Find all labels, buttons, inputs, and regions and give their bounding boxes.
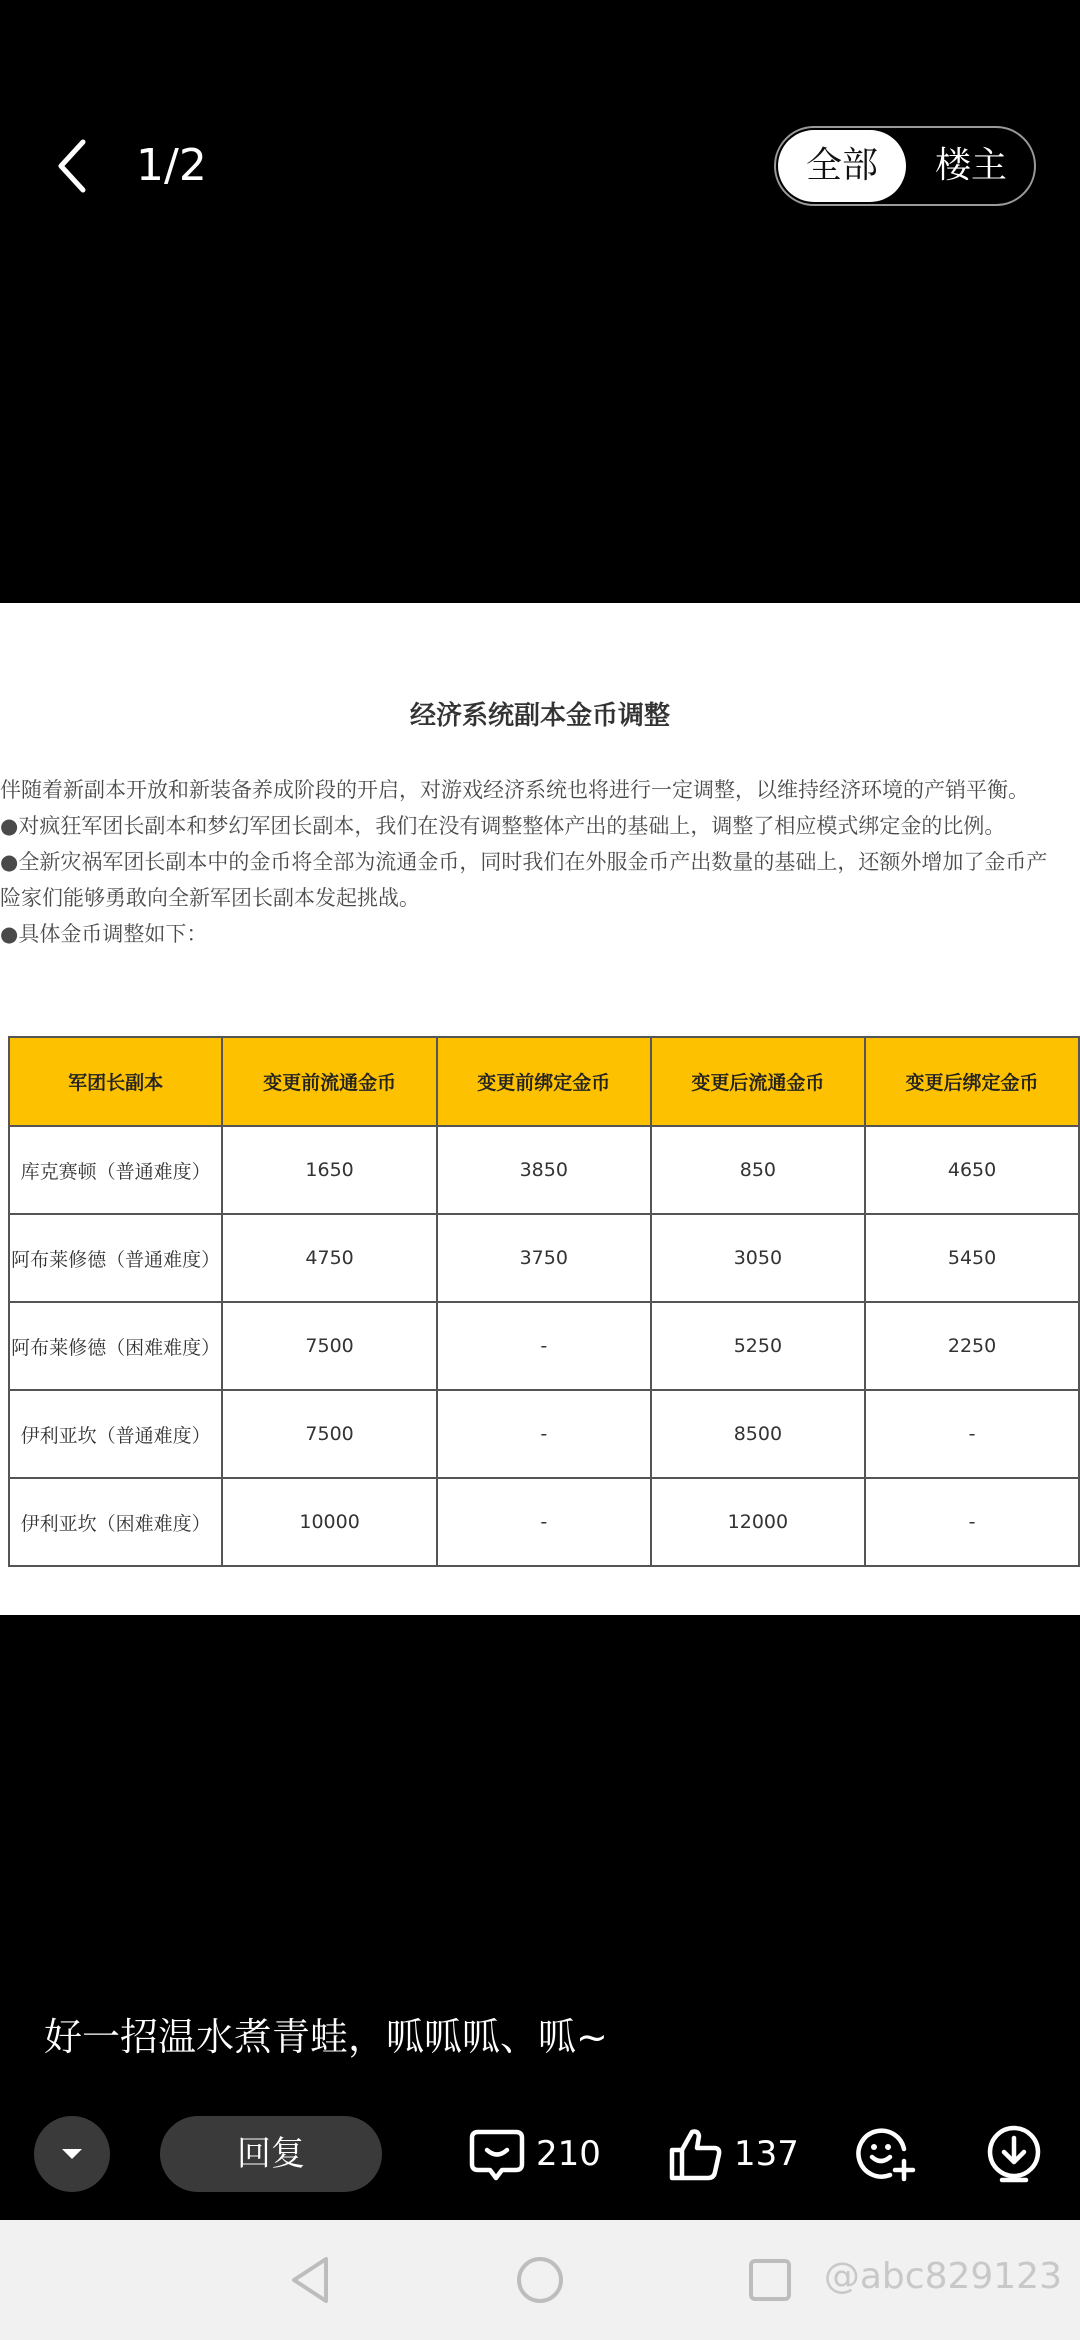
table-cell: 7500 [222, 1302, 436, 1390]
top-bar [0, 120, 1080, 210]
column-header: 变更后绑定金币 [865, 1037, 1079, 1126]
bottom-toolbar [0, 2114, 1080, 2194]
column-header: 变更前绑定金币 [437, 1037, 651, 1126]
table-cell: 8500 [651, 1390, 865, 1478]
column-header: 变更后流通金币 [651, 1037, 865, 1126]
filter-toggle [774, 126, 1036, 206]
caret-down-icon [59, 2146, 85, 2162]
back-button[interactable] [44, 138, 100, 194]
column-header: 军团长副本 [9, 1037, 222, 1126]
square-recents-icon [746, 2256, 794, 2304]
table-cell: - [865, 1390, 1079, 1478]
comment-icon [468, 2126, 526, 2182]
system-navigation-bar [0, 2220, 1080, 2340]
post-image[interactable] [0, 603, 1080, 1615]
download-button[interactable] [984, 2124, 1054, 2184]
table-cell: - [437, 1478, 651, 1566]
table-cell: 1650 [222, 1126, 436, 1214]
table-cell: - [437, 1302, 651, 1390]
gold-adjustment-table [8, 1036, 1080, 1567]
page-counter: 1/2 [136, 140, 207, 191]
table-row [9, 1390, 1079, 1478]
table-row [9, 1478, 1079, 1566]
table-row [9, 1302, 1079, 1390]
table-cell: - [437, 1390, 651, 1478]
nav-home-button[interactable] [512, 2252, 568, 2308]
table-cell: 12000 [651, 1478, 865, 1566]
comment-button[interactable] [468, 2124, 601, 2184]
image-paragraph: 伴随着新副本开放和新装备养成阶段的开启，对游戏经济系统也将进行一定调整，以维持经济环境的产销平衡。 [0, 778, 1029, 802]
table-cell: 850 [651, 1126, 865, 1214]
table-cell: 10000 [222, 1478, 436, 1566]
table-row [9, 1214, 1079, 1302]
image-paragraph: ●对疯狂军团长副本和梦幻军团长副本，我们在没有调整整体产出的基础上，调整了相应模式绑定金的比例。 [0, 814, 1006, 838]
table-cell: 阿布莱修德（普通难度） [9, 1214, 222, 1302]
table-cell: 4650 [865, 1126, 1079, 1214]
chevron-left-icon [55, 138, 89, 194]
nav-back-button[interactable] [282, 2252, 338, 2308]
comment-count: 210 [536, 2134, 601, 2174]
table-cell: 7500 [222, 1390, 436, 1478]
table-cell: 4750 [222, 1214, 436, 1302]
column-header: 变更前流通金币 [222, 1037, 436, 1126]
table-cell: 2250 [865, 1302, 1079, 1390]
table-cell: 3850 [437, 1126, 651, 1214]
circle-home-icon [514, 2254, 566, 2306]
image-title: 经济系统副本金币调整 [409, 701, 670, 731]
image-paragraph: 险家们能够勇敢向全新军团长副本发起挑战。 [0, 886, 420, 910]
table-cell: 5250 [651, 1302, 865, 1390]
table-cell: 伊利亚坎（普通难度） [9, 1390, 222, 1478]
thumbs-up-icon [668, 2126, 724, 2182]
filter-all-button[interactable]: 全部 [778, 130, 906, 202]
table-header-row [9, 1037, 1079, 1126]
table-cell: 5450 [865, 1214, 1079, 1302]
reply-button[interactable]: 回复 [160, 2116, 382, 2192]
table-cell: 阿布莱修德（困难难度） [9, 1302, 222, 1390]
table-cell: 库克赛顿（普通难度） [9, 1126, 222, 1214]
like-button[interactable] [668, 2124, 799, 2184]
expand-button[interactable] [34, 2116, 110, 2192]
nav-recents-button[interactable] [742, 2252, 798, 2308]
image-paragraph: ●全新灾祸军团长副本中的金币将全部为流通金币，同时我们在外服金币产出数量的基础上，还额外增加了金币产 [0, 850, 1048, 874]
table-cell: 3050 [651, 1214, 865, 1302]
table-cell: 3750 [437, 1214, 651, 1302]
table-cell: 伊利亚坎（困难难度） [9, 1478, 222, 1566]
emoji-add-icon [854, 2123, 916, 2185]
like-count: 137 [734, 2134, 799, 2174]
download-icon [984, 2124, 1044, 2184]
filter-owner-button[interactable]: 楼主 [934, 145, 1007, 186]
table-cell: - [865, 1478, 1079, 1566]
watermark: @abc829123 [823, 2256, 1062, 2297]
add-emoji-button[interactable] [854, 2124, 926, 2184]
post-caption: 好一招温水煮青蛙，呱呱呱、呱~ [44, 2015, 608, 2059]
table-row [9, 1126, 1079, 1214]
image-paragraph: ●具体金币调整如下： [0, 922, 208, 946]
triangle-back-icon [288, 2255, 332, 2305]
